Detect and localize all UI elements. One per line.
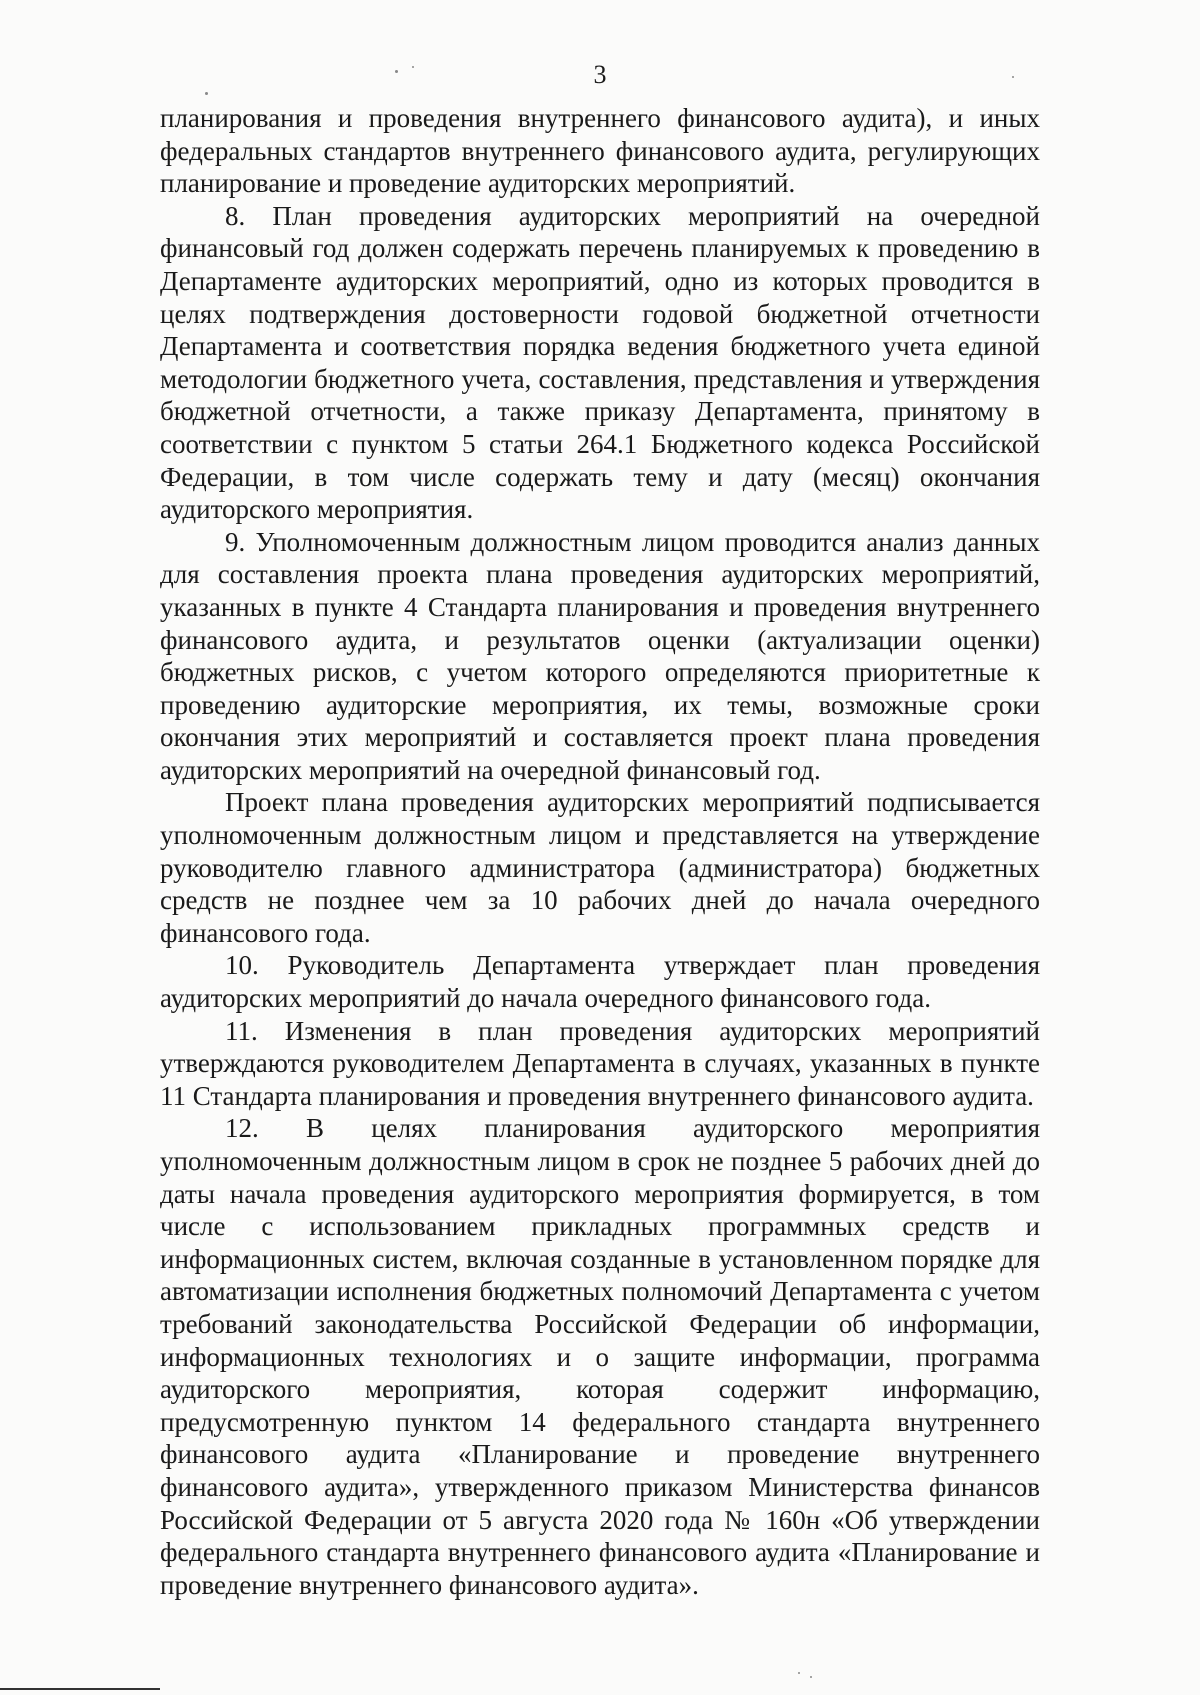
paragraph-continuation: планирования и проведения внутреннего финансового аудита), и иных федеральных стандартов внутреннего финансового аудита, регулирующих планирование и проведение аудиторских мероприятий.: [160, 103, 1040, 199]
scan-edge-line: [0, 1688, 160, 1690]
paragraph-9: 9. Уполномоченным должностным лицом проводится анализ данных для составления проекта плана проведения аудиторских мероприятий, указанных в пункте 4 Стандарта планирования и проведения внутреннего финансового аудита, и результатов оценки (актуализации оценки) бюджетных рисков, с учетом которого определяются приоритетные к проведению аудиторские мероприятия, их темы, возможные сроки окончания этих мероприятий и составляется проект плана проведения аудиторских мероприятий на очередной финансовый год.: [160, 526, 1040, 785]
scan-speck: [412, 66, 414, 68]
scan-speck: [1012, 76, 1014, 78]
paragraph-12: 12. В целях планирования аудиторского мероприятия уполномоченным должностным лицом в срок не позднее 5 рабочих дней до даты начала проведения аудиторского мероприятия формируется, в том числе с использованием прикладных программных средств и информационных систем, включая созданные в установленном порядке для автоматизации исполнения бюджетных полномочий Департамента с учетом требований законодательства Российской Федерации об информации, информационных технологиях и о защите информации, программа аудиторского мероприятия, которая содержит информацию, предусмотренную пунктом 14 федерального стандарта внутреннего финансового аудита «Планирование и проведение внутреннего финансового аудита», утвержденного приказом Министерства финансов Российской Федерации от 5 августа 2020 года № 160н «Об утверждении федерального стандарта внутреннего финансового аудита «Планирование и проведение внутреннего финансового аудита».: [160, 1113, 1040, 1600]
paragraph-9-continued: Проект плана проведения аудиторских мероприятий подписывается уполномоченным должностным лицом и представляется на утверждение руководителю главного администратора (администратора) бюджетных средств не позднее чем за 10 рабочих дней до начала очередного финансового года.: [160, 787, 1040, 948]
paragraph-11: 11. Изменения в план проведения аудиторских мероприятий утверждаются руководителем Департамента в случаях, указанных в пункте 11 Стандарта планирования и проведения внутреннего финансового аудита.: [160, 1015, 1040, 1111]
scan-speck: [798, 1672, 800, 1674]
scan-speck: [810, 1676, 812, 1678]
paragraph-8: 8. План проведения аудиторских мероприятий на очередной финансовый год должен содержать перечень планируемых к проведению в Департаменте аудиторских мероприятий, одно из которых проводится в целях подтверждения достоверности годовой бюджетной отчетности Департамента и соответствия порядка ведения бюджетного учета единой методологии бюджетного учета, составления, представления и утверждения бюджетной отчетности, а также приказу Департамента, принятому в соответствии с пунктом 5 статьи 264.1 Бюджетного кодекса Российской Федерации, в том числе содержать тему и дату (месяц) окончания аудиторского мероприятия.: [160, 200, 1040, 525]
document-body: [160, 102, 1040, 1601]
page-number: 3: [593, 60, 607, 89]
scan-speck: [395, 70, 398, 73]
paragraph-10: 10. Руководитель Департамента утверждает план проведения аудиторских мероприятий до начала очередного финансового года.: [160, 950, 1040, 1014]
scan-speck: [205, 92, 208, 95]
